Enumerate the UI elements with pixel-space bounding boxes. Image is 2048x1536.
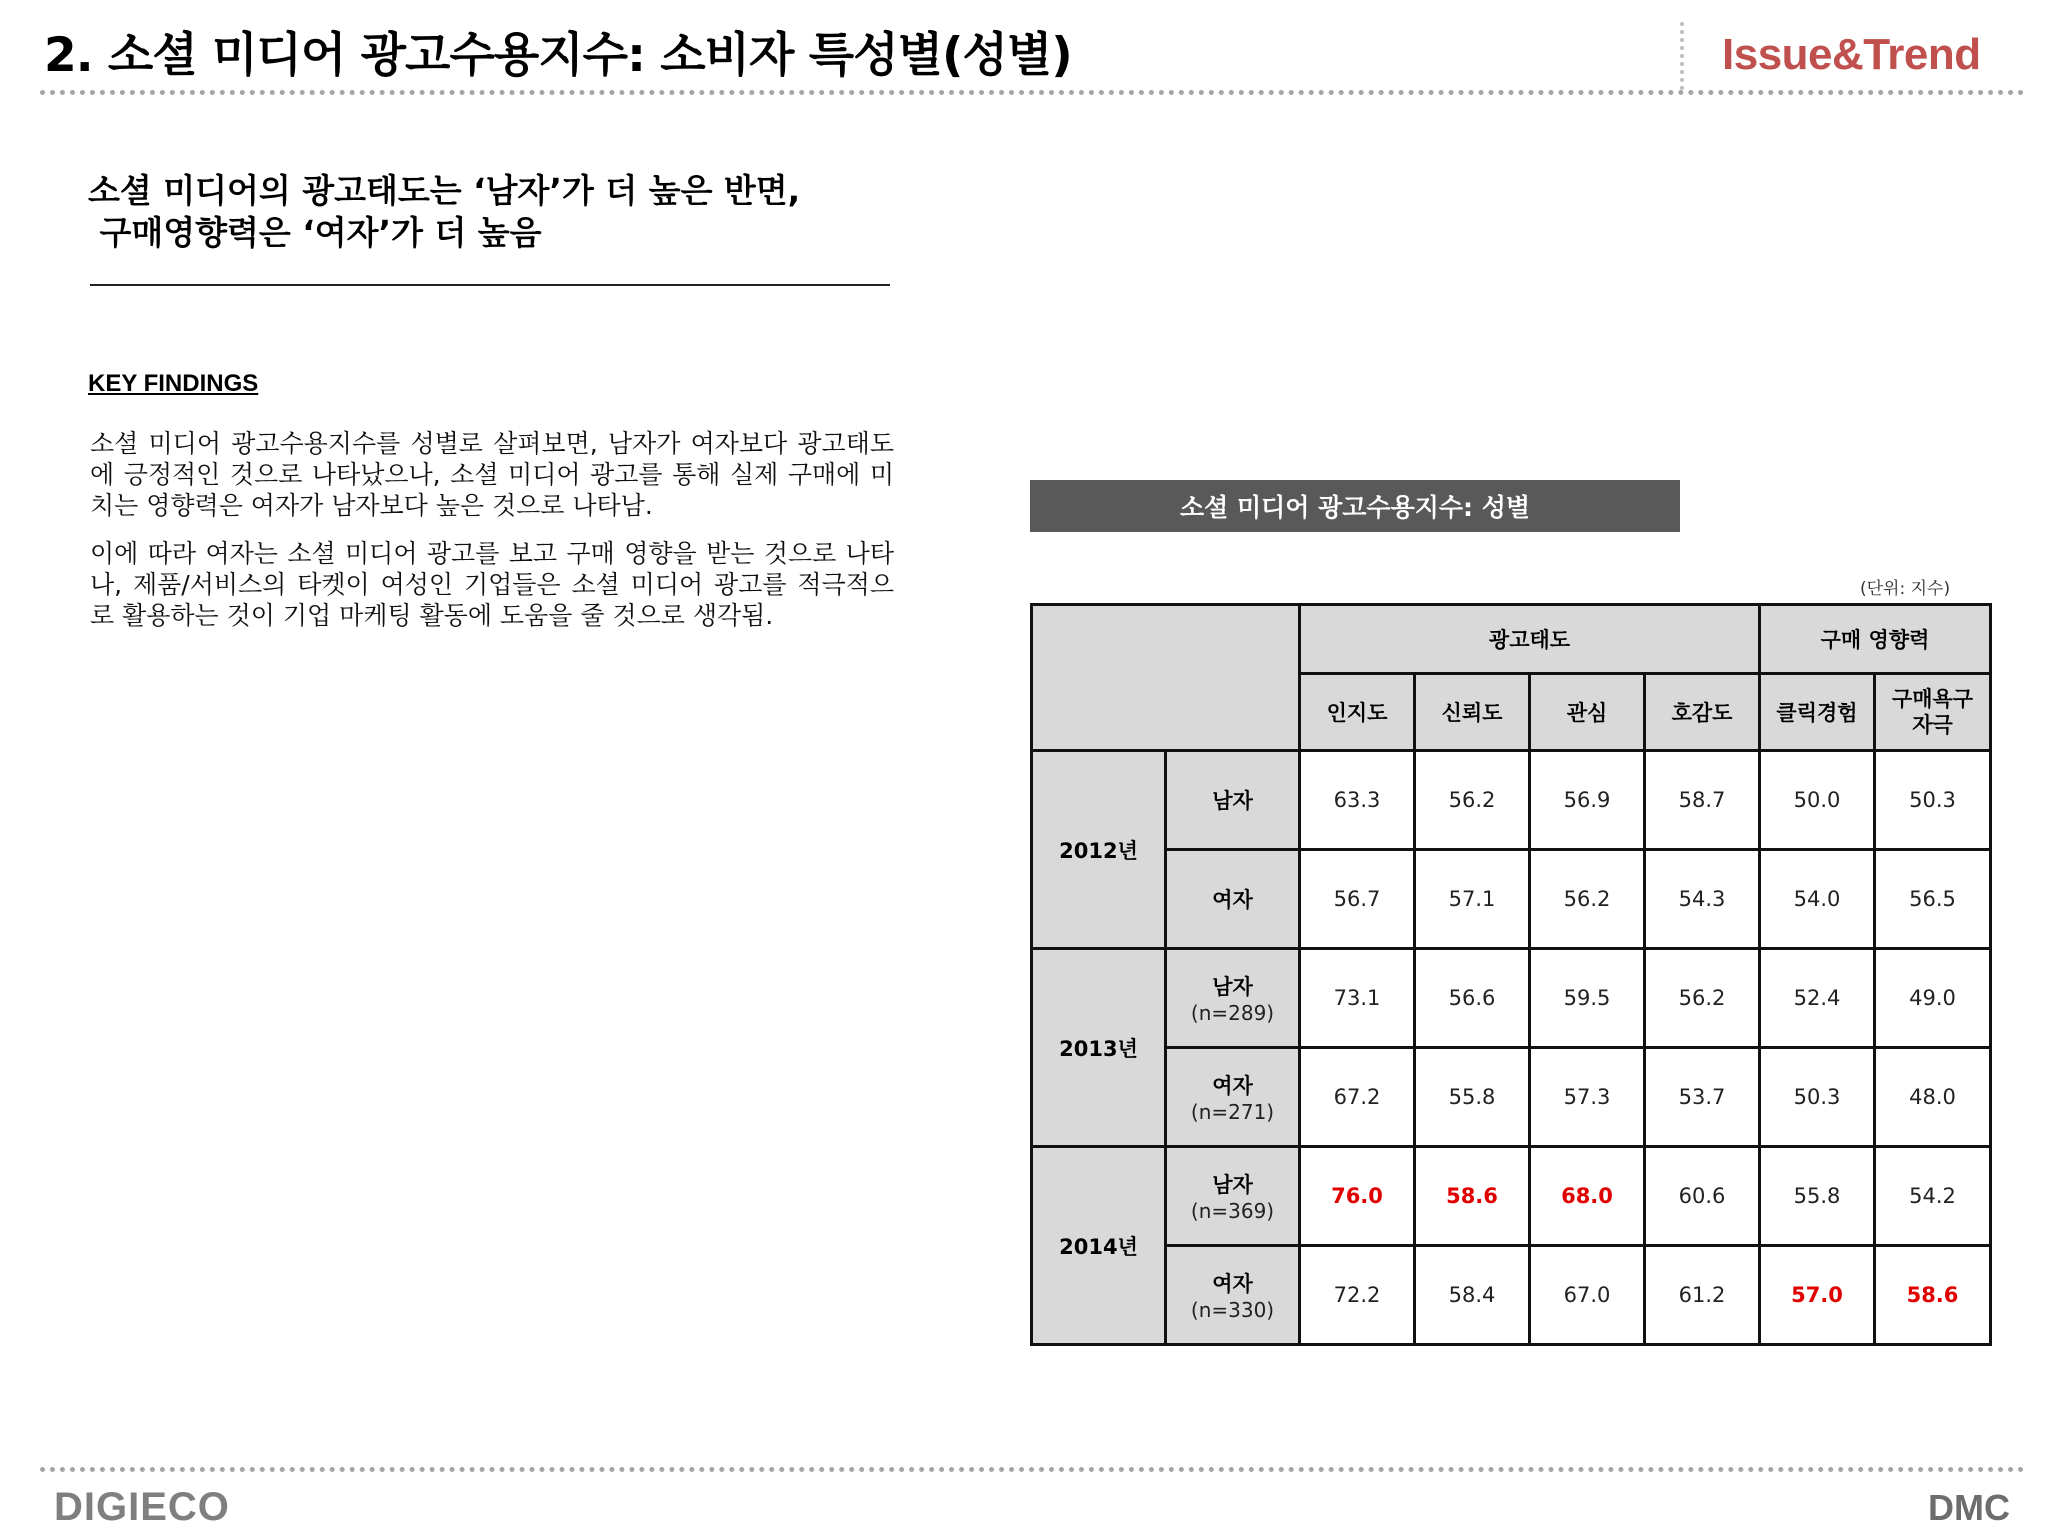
header-divider — [40, 90, 2025, 95]
table-row — [1032, 1048, 1991, 1147]
column-header: 인지도 — [1300, 674, 1415, 751]
value-cell: 55.8 — [1415, 1048, 1530, 1147]
value-cell: 58.6 — [1415, 1147, 1530, 1246]
value-cell: 58.4 — [1415, 1246, 1530, 1345]
column-header: 호감도 — [1645, 674, 1760, 751]
dmc-logo: DMC — [1928, 1487, 2010, 1528]
value-cell: 58.7 — [1645, 751, 1760, 850]
table-corner-cell — [1032, 605, 1300, 751]
sex-cell — [1166, 850, 1300, 949]
digieco-logo: DIGIECO — [54, 1485, 230, 1529]
value-cell: 56.2 — [1415, 751, 1530, 850]
value-cell: 50.3 — [1760, 1048, 1875, 1147]
table-unit: (단위: 지수) — [1860, 579, 1951, 599]
column-header: 클릭경험 — [1760, 674, 1875, 751]
value-cell: 60.6 — [1645, 1147, 1760, 1246]
sex-cell — [1166, 1048, 1300, 1147]
headline-line-1: 소셜 미디어의 광고태도는 ‘남자’가 더 높은 반면, — [88, 171, 801, 210]
table-row — [1032, 850, 1991, 949]
sample-size: (n=289) — [1190, 1001, 1275, 1025]
value-cell: 63.3 — [1300, 751, 1415, 850]
year-cell: 2014년 — [1032, 1147, 1166, 1345]
sex-cell — [1166, 1147, 1300, 1246]
value-cell: 54.2 — [1875, 1147, 1991, 1246]
table-title: 소셜 미디어 광고수용지수: 성별 — [1030, 480, 1680, 532]
value-cell: 52.4 — [1760, 949, 1875, 1048]
group-header-ad-attitude: 광고태도 — [1300, 605, 1760, 674]
sex-cell — [1166, 751, 1300, 850]
table-row — [1032, 949, 1991, 1048]
sex-label: 남자 — [1212, 975, 1253, 999]
value-cell: 56.5 — [1875, 850, 1991, 949]
column-header: 관심 — [1530, 674, 1645, 751]
sample-size: (n=369) — [1190, 1199, 1275, 1223]
value-cell: 59.5 — [1530, 949, 1645, 1048]
key-findings-heading: KEY FINDINGS — [88, 370, 259, 397]
headline-underline — [90, 284, 890, 286]
headline — [88, 170, 800, 254]
column-header: 신뢰도 — [1415, 674, 1530, 751]
value-cell: 55.8 — [1760, 1147, 1875, 1246]
value-cell: 54.3 — [1645, 850, 1760, 949]
key-findings-paragraph-1: 소셜 미디어 광고수용지수를 성별로 살펴보면, 남자가 여자보다 광고태도에 긍정적인 것으로 나타났으나, 소셜 미디어 광고를 통해 실제 구매에 미치는 영향력은 여자가 남자보다 높은 것으로 나타남. — [90, 429, 894, 520]
ad-acceptance-table — [1030, 603, 1992, 1346]
value-cell: 67.2 — [1300, 1048, 1415, 1147]
brand-logo: Issue&Trend — [1722, 30, 1981, 79]
year-cell: 2013년 — [1032, 949, 1166, 1147]
table-row — [1032, 1246, 1991, 1345]
value-cell: 56.9 — [1530, 751, 1645, 850]
headline-line-2: 구매영향력은 ‘여자’가 더 높음 — [88, 213, 542, 252]
key-findings-paragraph-2: 이에 따라 여자는 소셜 미디어 광고를 보고 구매 영향을 받는 것으로 나타나, 제품/서비스의 타켓이 여성인 기업들은 소셜 미디어 광고를 적극적으로 활용하는 것이 기업 마케팅 활동에 도움을 줄 것으로 생각됨. — [90, 539, 894, 630]
table-row — [1032, 751, 1991, 850]
value-cell: 67.0 — [1530, 1246, 1645, 1345]
sex-label: 여자 — [1212, 1272, 1253, 1296]
value-cell: 56.2 — [1530, 850, 1645, 949]
sample-size: (n=330) — [1190, 1298, 1275, 1322]
value-cell: 57.1 — [1415, 850, 1530, 949]
sample-size: (n=271) — [1190, 1100, 1275, 1124]
value-cell: 57.0 — [1760, 1246, 1875, 1345]
sex-label: 남자 — [1212, 789, 1253, 813]
sex-cell — [1166, 1246, 1300, 1345]
value-cell: 56.2 — [1645, 949, 1760, 1048]
value-cell: 50.3 — [1875, 751, 1991, 850]
value-cell: 56.7 — [1300, 850, 1415, 949]
year-cell: 2012년 — [1032, 751, 1166, 949]
value-cell: 54.0 — [1760, 850, 1875, 949]
value-cell: 72.2 — [1300, 1246, 1415, 1345]
sex-cell — [1166, 949, 1300, 1048]
value-cell: 58.6 — [1875, 1246, 1991, 1345]
page-title: 2. 소셜 미디어 광고수용지수: 소비자 특성별(성별) — [44, 28, 1072, 83]
sex-label: 여자 — [1212, 1074, 1253, 1098]
table-row — [1032, 1147, 1991, 1246]
value-cell: 56.6 — [1415, 949, 1530, 1048]
value-cell: 50.0 — [1760, 751, 1875, 850]
value-cell: 53.7 — [1645, 1048, 1760, 1147]
sex-label: 남자 — [1212, 1173, 1253, 1197]
value-cell: 57.3 — [1530, 1048, 1645, 1147]
value-cell: 68.0 — [1530, 1147, 1645, 1246]
value-cell: 49.0 — [1875, 949, 1991, 1048]
column-header: 구매욕구 자극 — [1875, 674, 1991, 751]
value-cell: 73.1 — [1300, 949, 1415, 1048]
sex-label: 여자 — [1212, 888, 1253, 912]
group-header-purchase-influence: 구매 영향력 — [1760, 605, 1991, 674]
brand-separator — [1680, 22, 1684, 90]
value-cell: 61.2 — [1645, 1246, 1760, 1345]
value-cell: 48.0 — [1875, 1048, 1991, 1147]
value-cell: 76.0 — [1300, 1147, 1415, 1246]
footer-divider — [40, 1467, 2025, 1472]
